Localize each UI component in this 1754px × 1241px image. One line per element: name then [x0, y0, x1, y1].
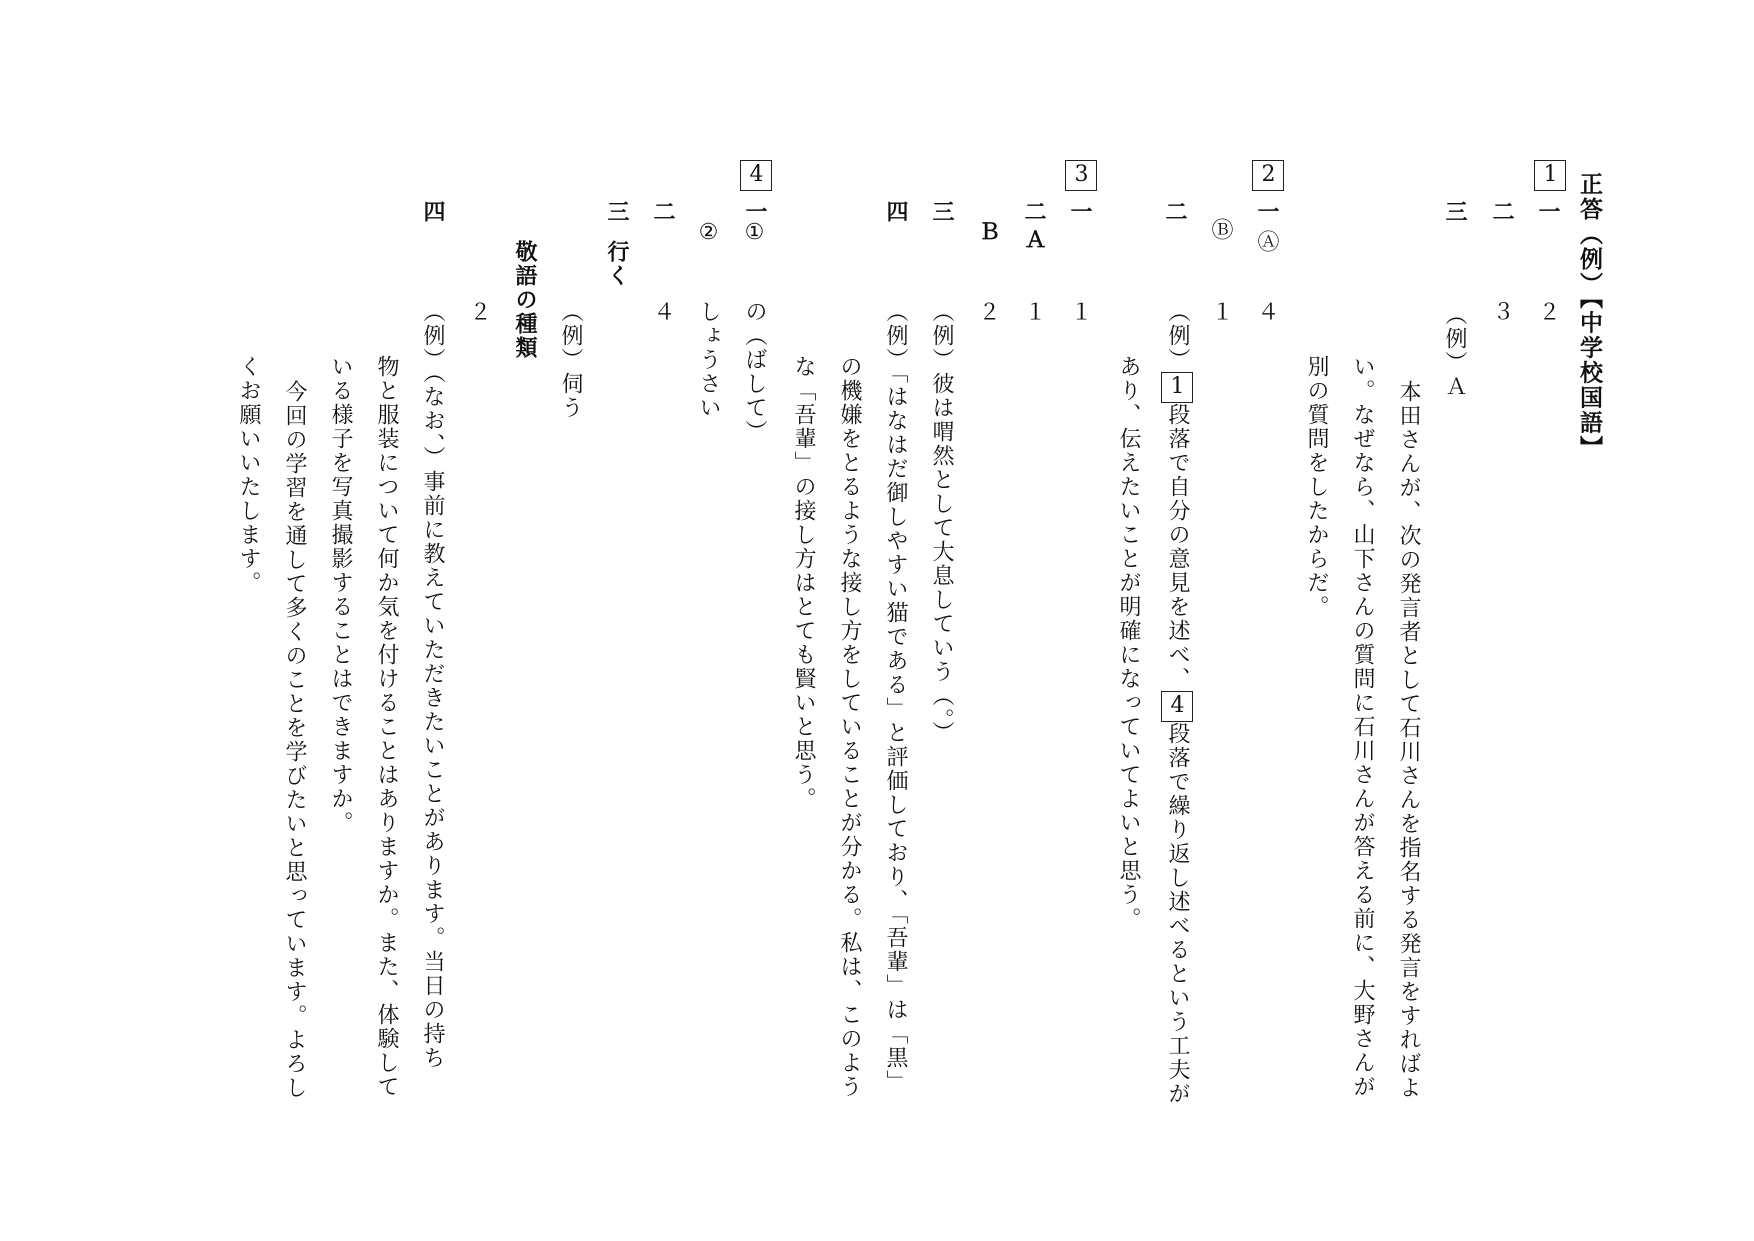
q1-a1-value: ２: [1535, 300, 1560, 324]
q4-sub2-value: しょうさい: [696, 300, 721, 420]
q4-a4-text1: （なお、）事前に教えていただきたいことがあります。当日の持ち: [420, 372, 445, 1070]
q1-a3-text-line1: 本田さんが、次の発言者として石川さんを指名する発言をすればよ: [1396, 380, 1421, 1100]
q2-subB-value: １: [1208, 300, 1233, 324]
q2-a2-box2: 4: [1161, 691, 1193, 722]
q3-a4-line2: の機嫌をとるような接し方をしていることが分かる。私は、このよう: [837, 355, 862, 1099]
q3-subA-label: Ａ: [1021, 228, 1046, 252]
q1-a3-text-line3: 別の質問をしたからだ。: [1304, 355, 1329, 619]
q3-subB-value: ２: [975, 300, 1000, 324]
q2-marker: 2: [1252, 160, 1284, 191]
q2-subB-label: Ⓑ: [1208, 218, 1233, 242]
q4-a3-label: 三: [604, 200, 629, 224]
q3-subA-value: １: [1021, 300, 1046, 324]
q4-a2-label: 二: [650, 200, 675, 224]
q1-a2-label: 二: [1489, 200, 1514, 224]
q4-sub2-label: ②: [696, 220, 721, 247]
q2-a2-line1: [1161, 300, 1193, 1106]
q3-a1-value: １: [1067, 300, 1092, 324]
q2-subA-label: Ⓐ: [1254, 230, 1279, 254]
q4-sub1-value: の（ばして）: [742, 300, 767, 444]
q2-a2-text2: 段落で繰り返し述べるという工夫が: [1165, 722, 1190, 1106]
q4-a3-head2: 敬語の種類: [512, 240, 537, 360]
q3-a3-value: （例）彼は喟然として大息していう（。）: [929, 300, 954, 745]
q2-a2-text1: 段落で自分の意見を述べ、: [1165, 403, 1190, 691]
q4-a1-label: 一: [742, 200, 767, 224]
q4-a3-head: 行く: [604, 240, 629, 288]
q2-a1-label: 一: [1254, 200, 1279, 224]
q4-a4-line2: 物と服装について何か気を付けることはありますか。また、体験して: [374, 355, 399, 1099]
q4-marker: 4: [740, 160, 772, 191]
q4-a3-value: （例）伺う: [558, 300, 583, 420]
page-title: 正答（例）【中学校国語】: [1576, 172, 1602, 461]
q1-marker: 1: [1534, 160, 1566, 191]
q3-a3-label: 三: [929, 200, 954, 224]
q4-a4-prefix: （例）: [420, 300, 445, 372]
q4-sub1-label: ①: [742, 220, 767, 247]
q1-a3-text-line2: い。なぜなら、山下さんの質問に石川さんが答える前に、大野さんが: [1350, 355, 1375, 1099]
q1-a3-label: 三: [1442, 200, 1467, 224]
q3-a1-label: 一: [1067, 200, 1092, 224]
q2-a2-line2: あり、伝えたいことが明確になっていてよいと思う。: [1116, 355, 1141, 931]
q4-a4-line3: いる様子を写真撮影することはできますか。: [328, 355, 353, 835]
q4-a3-value2: ２: [466, 300, 491, 324]
q2-a2-label: 二: [1162, 200, 1187, 224]
q3-a4-line1: [882, 300, 908, 1094]
q3-marker: 3: [1065, 160, 1097, 191]
q4-a4-line5: くお願いいたします。: [236, 355, 261, 595]
q4-a4-line4: 今回の学習を通して多くのことを学びたいと思っています。よろし: [282, 380, 307, 1100]
q3-a4-prefix: （例）: [883, 300, 908, 372]
q3-a4-line3: な「吾輩」の接し方はとても賢いと思う。: [791, 355, 816, 811]
q1-a2-value: ３: [1489, 300, 1514, 324]
q3-a2-label: 二: [1021, 200, 1046, 224]
q3-a4-label: 四: [883, 200, 908, 224]
q2-a2-prefix: （例）: [1165, 300, 1190, 372]
q1-a1-label: 一: [1535, 200, 1560, 224]
q1-a3-value: （例）Ａ: [1442, 303, 1467, 399]
q4-a4-line1: [419, 300, 445, 1070]
q2-a2-box1: 1: [1161, 372, 1193, 403]
q4-a4-label: 四: [420, 200, 445, 224]
q4-a2-value: ４: [650, 300, 675, 324]
q3-a4-text1: 「はなはだ御しやすい猫である」と評価しており、「吾輩」は「黒」: [883, 372, 908, 1094]
q3-subB-label: Ｂ: [975, 220, 1000, 244]
q2-subA-value: ４: [1254, 300, 1279, 324]
